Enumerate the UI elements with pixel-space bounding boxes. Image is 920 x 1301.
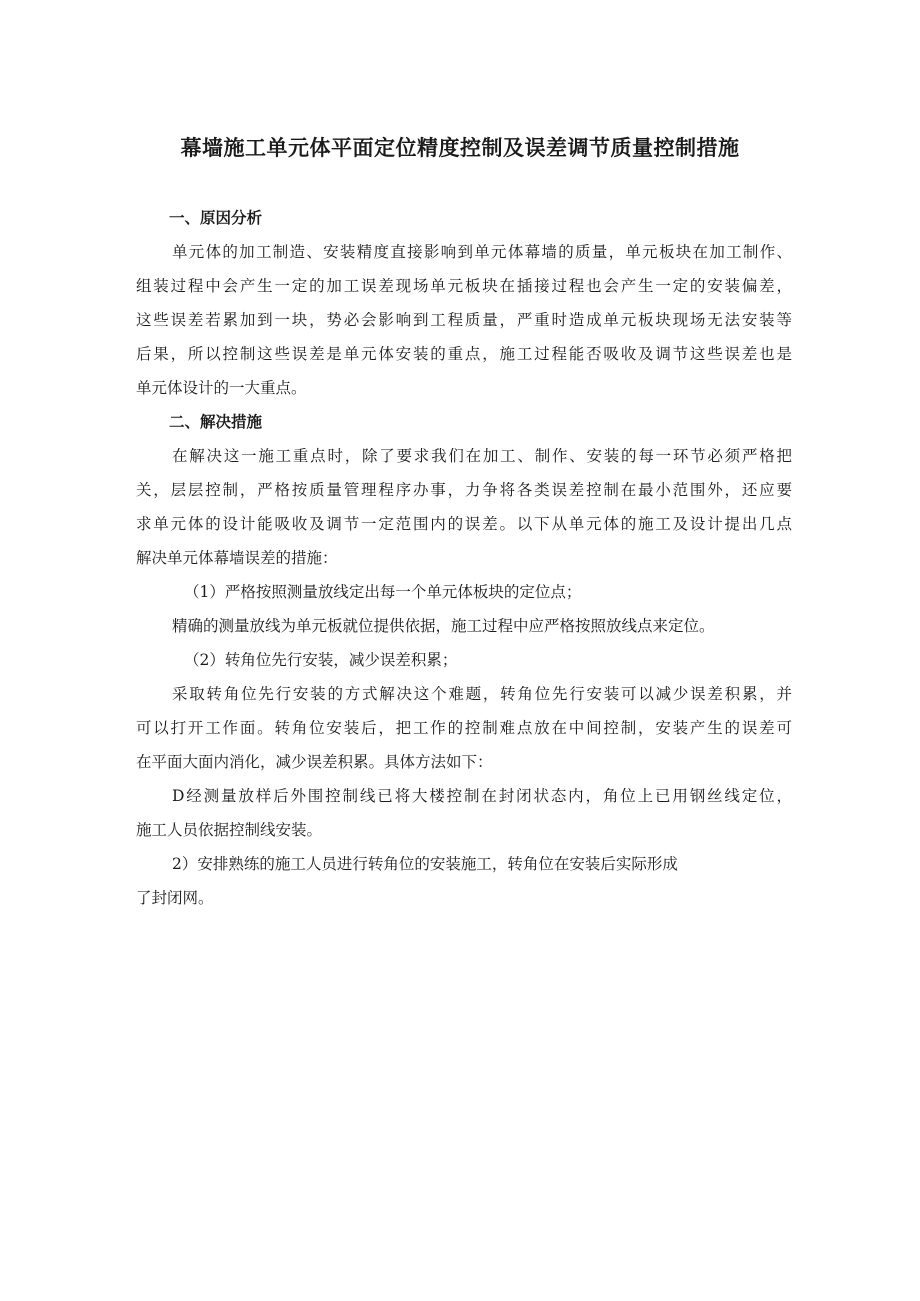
- paragraph-line: 单元体设计的一大重点。: [136, 379, 307, 397]
- paragraph-line: 在解决这一施工重点时，除了要求我们在加工、制作、安装的每一环节必须严格把: [172, 447, 792, 465]
- paragraph-line: 了封闭网。: [136, 889, 214, 907]
- paragraph-line: 施工人员依据控制线安装。: [136, 821, 323, 839]
- paragraph-line: D经测量放样后外围控制线已将大楼控制在封闭状态内，角位上已用钢丝线定位，: [172, 787, 792, 805]
- section-heading-cause-analysis: 一、原因分析: [169, 209, 263, 227]
- paragraph-line: 采取转角位先行安装的方式解决这个难题，转角位先行安装可以减少误差积累，并: [172, 685, 792, 703]
- paragraph-line: 精确的测量放线为单元板就位提供依据，施工过程中应严格按照放线点来定位。: [172, 617, 715, 635]
- paragraph-line: 关，层层控制，严格按质量管理程序办事，力争将各类误差控制在最小范围外，还应要: [136, 481, 792, 499]
- document-title: 幕墙施工单元体平面定位精度控制及误差调节质量控制措施: [180, 136, 740, 160]
- paragraph-line: 在平面大面内消化，减少误差积累。具体方法如下：: [136, 753, 493, 771]
- measure-item-1: （1）严格按照测量放线定出每一个单元体板块的定位点；: [184, 583, 582, 601]
- paragraph-line: 组装过程中会产生一定的加工误差现场单元板块在插接过程也会产生一定的安装偏差，: [136, 277, 792, 295]
- paragraph-line: 2）安排熟练的施工人员进行转角位的安装施工，转角位在安装后实际形成: [172, 855, 678, 873]
- paragraph-line: 单元体的加工制造、安装精度直接影响到单元体幕墙的质量，单元板块在加工制作、: [172, 243, 792, 261]
- paragraph-line: 后果，所以控制这些误差是单元体安装的重点，施工过程能否吸收及调节这些误差也是: [136, 345, 792, 363]
- document-body: [136, 201, 792, 915]
- paragraph-line: 可以打开工作面。转角位安装后，把工作的控制难点放在中间控制，安装产生的误差可: [136, 719, 792, 737]
- paragraph-line: 这些误差若累加到一块，势必会影响到工程质量，严重时造成单元板块现场无法安装等: [136, 311, 792, 329]
- paragraph-line: 解决单元体幕墙误差的措施：: [136, 549, 338, 567]
- section-heading-solutions: 二、解决措施: [169, 413, 263, 431]
- measure-item-2: （2）转角位先行安装，减少误差积累；: [184, 651, 458, 669]
- paragraph-line: 求单元体的设计能吸收及调节一定范围内的误差。以下从单元体的施工及设计提出几点: [136, 515, 792, 533]
